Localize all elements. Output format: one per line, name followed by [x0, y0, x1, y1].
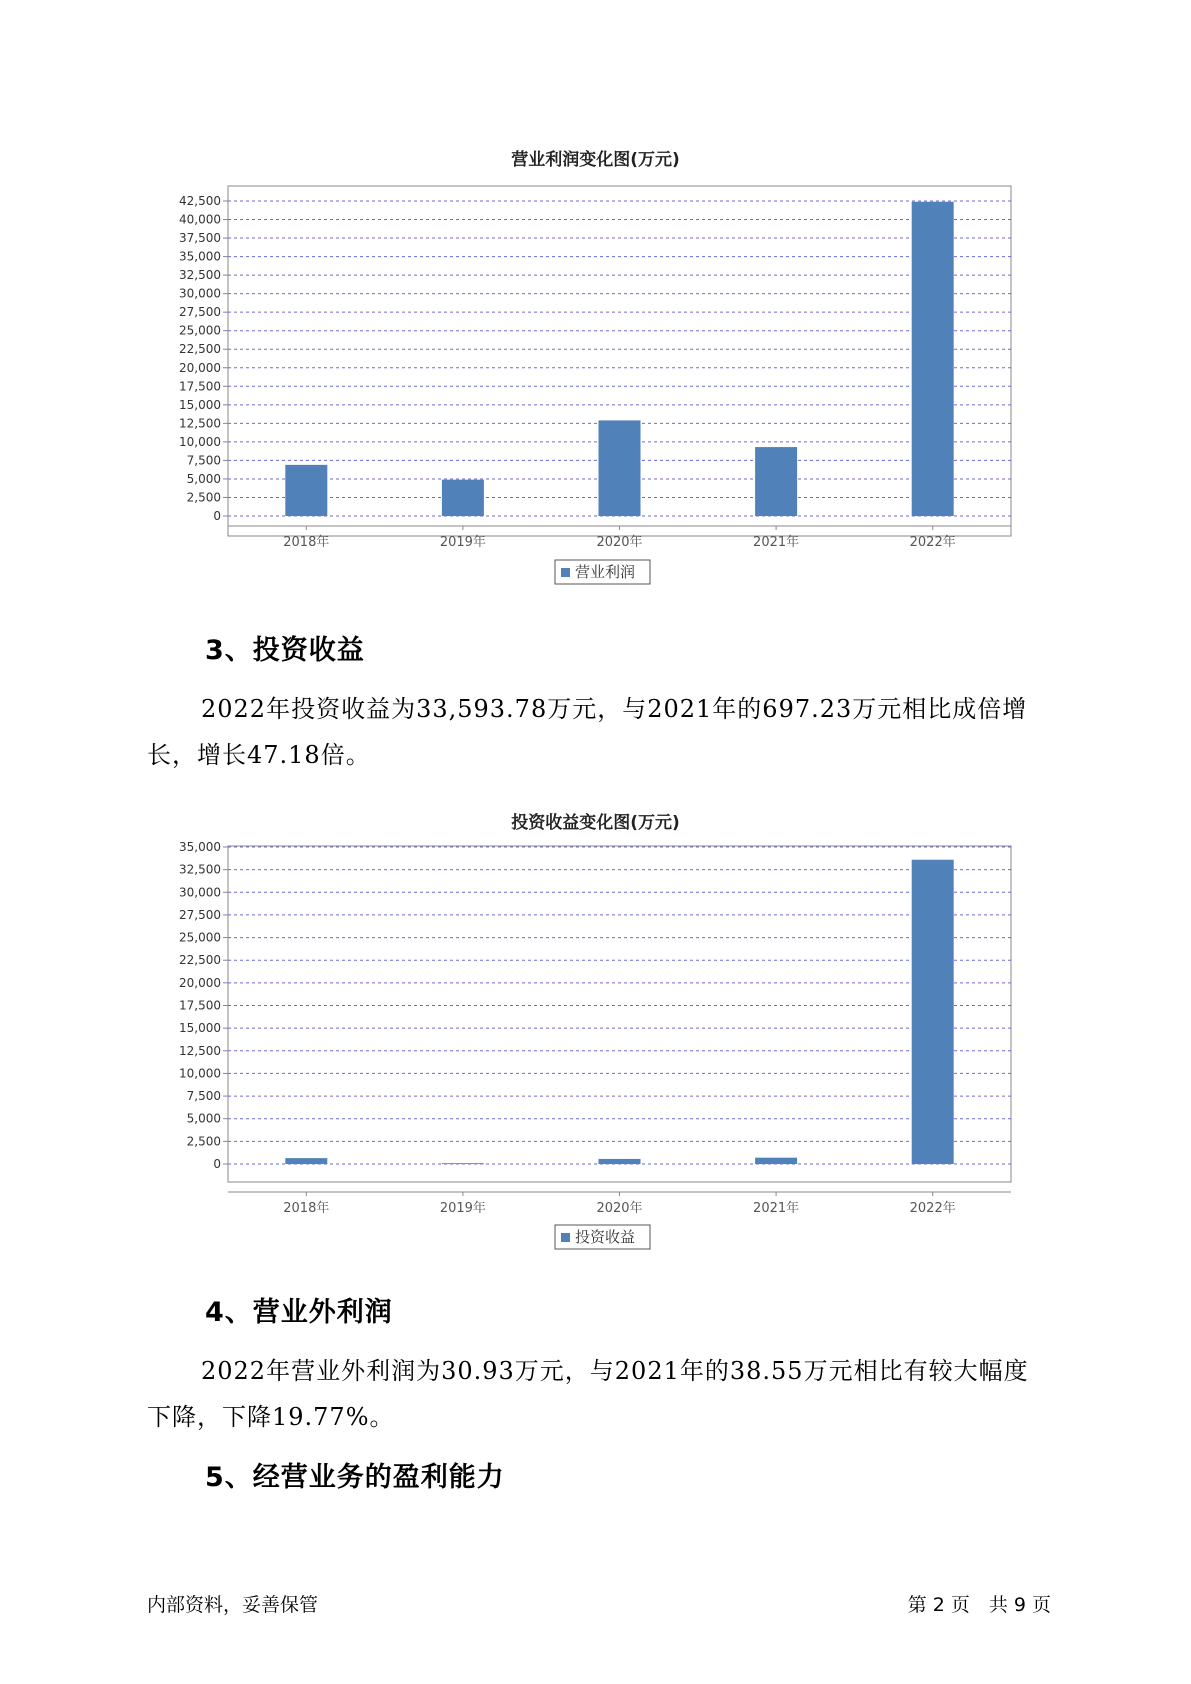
bar-2019年 — [442, 480, 484, 516]
chart-title-investment-income: 投资收益变化图(万元) — [511, 813, 680, 833]
section-heading-non-operating-profit: 4、营业外利润 — [205, 1297, 393, 1328]
y-tick-label: 40,000 — [179, 212, 221, 227]
y-tick-label: 32,500 — [179, 268, 221, 283]
y-tick-label: 12,500 — [179, 1043, 221, 1058]
x-tick-label: 2018年 — [283, 535, 330, 550]
y-tick-label: 2,500 — [186, 1134, 221, 1149]
x-tick-label: 2021年 — [753, 535, 800, 550]
legend-swatch — [561, 1233, 570, 1242]
y-tick-label: 7,500 — [186, 453, 221, 468]
y-tick-label: 35,000 — [179, 840, 221, 854]
x-tick-label: 2020年 — [596, 535, 643, 550]
y-tick-label: 15,000 — [179, 1021, 221, 1036]
bar-2019年 — [442, 1163, 484, 1164]
x-tick-label: 2018年 — [283, 1201, 330, 1216]
section-heading-profitability: 5、经营业务的盈利能力 — [205, 1462, 505, 1493]
y-tick-label: 30,000 — [179, 885, 221, 900]
section-heading-investment-income: 3、投资收益 — [205, 635, 365, 666]
x-tick-label: 2022年 — [909, 535, 956, 550]
y-tick-label: 2,500 — [186, 490, 221, 505]
x-tick-label: 2019年 — [439, 1201, 486, 1216]
y-tick-label: 25,000 — [179, 323, 221, 338]
bar-2022年 — [912, 860, 954, 1164]
investment-income-paragraph: 2022年投资收益为33,593.78万元，与2021年的697.23万元相比成倍增长，增长47.18倍。 — [147, 695, 1028, 769]
y-tick-label: 7,500 — [186, 1089, 221, 1104]
y-tick-label: 30,000 — [179, 286, 221, 301]
legend-label: 投资收益 — [575, 1228, 636, 1246]
y-tick-label: 42,500 — [179, 194, 221, 208]
y-tick-label: 12,500 — [179, 416, 221, 431]
plot-frame — [228, 846, 1011, 1182]
y-tick-label: 0 — [213, 509, 221, 523]
y-tick-label: 20,000 — [179, 360, 221, 375]
y-tick-label: 15,000 — [179, 397, 221, 412]
bar-2020年 — [599, 420, 641, 516]
bar-2021年 — [755, 1158, 797, 1164]
y-tick-label: 20,000 — [179, 975, 221, 990]
bar-2020年 — [599, 1159, 641, 1164]
chart-title-operating-profit: 营业利润变化图(万元) — [511, 150, 680, 170]
bar-2018年 — [285, 1158, 327, 1164]
y-tick-label: 10,000 — [179, 434, 221, 449]
y-tick-label: 22,500 — [179, 953, 221, 968]
x-tick-label: 2019年 — [439, 535, 486, 550]
y-tick-label: 27,500 — [179, 907, 221, 922]
y-tick-label: 5,000 — [186, 1111, 221, 1126]
non-operating-profit-paragraph: 2022年营业外利润为30.93万元，与2021年的38.55万元相比有较大幅度下降，下降19.77%。 — [147, 1357, 1029, 1431]
footer-page-number: 第 2 页 共 9 页 — [907, 1594, 1051, 1616]
y-tick-label: 17,500 — [179, 379, 221, 394]
y-tick-label: 10,000 — [179, 1066, 221, 1081]
y-tick-label: 27,500 — [179, 305, 221, 320]
x-tick-label: 2022年 — [909, 1201, 956, 1216]
y-tick-label: 22,500 — [179, 342, 221, 357]
y-tick-label: 32,500 — [179, 862, 221, 877]
y-tick-label: 5,000 — [186, 471, 221, 486]
operating-profit-chart — [0, 170, 1191, 590]
y-tick-label: 35,000 — [179, 249, 221, 264]
bar-2021年 — [755, 447, 797, 516]
x-tick-label: 2021年 — [753, 1201, 800, 1216]
x-tick-label: 2020年 — [596, 1201, 643, 1216]
legend-swatch — [561, 568, 570, 577]
y-tick-label: 17,500 — [179, 998, 221, 1013]
bar-2018年 — [285, 465, 327, 516]
footer-confidential-note: 内部资料，妥善保管 — [147, 1594, 319, 1616]
bar-2022年 — [912, 202, 954, 516]
y-tick-label: 0 — [213, 1157, 221, 1171]
legend-label: 营业利润 — [575, 563, 636, 581]
y-tick-label: 25,000 — [179, 930, 221, 945]
investment-income-chart — [0, 830, 1191, 1250]
y-tick-label: 37,500 — [179, 231, 221, 246]
